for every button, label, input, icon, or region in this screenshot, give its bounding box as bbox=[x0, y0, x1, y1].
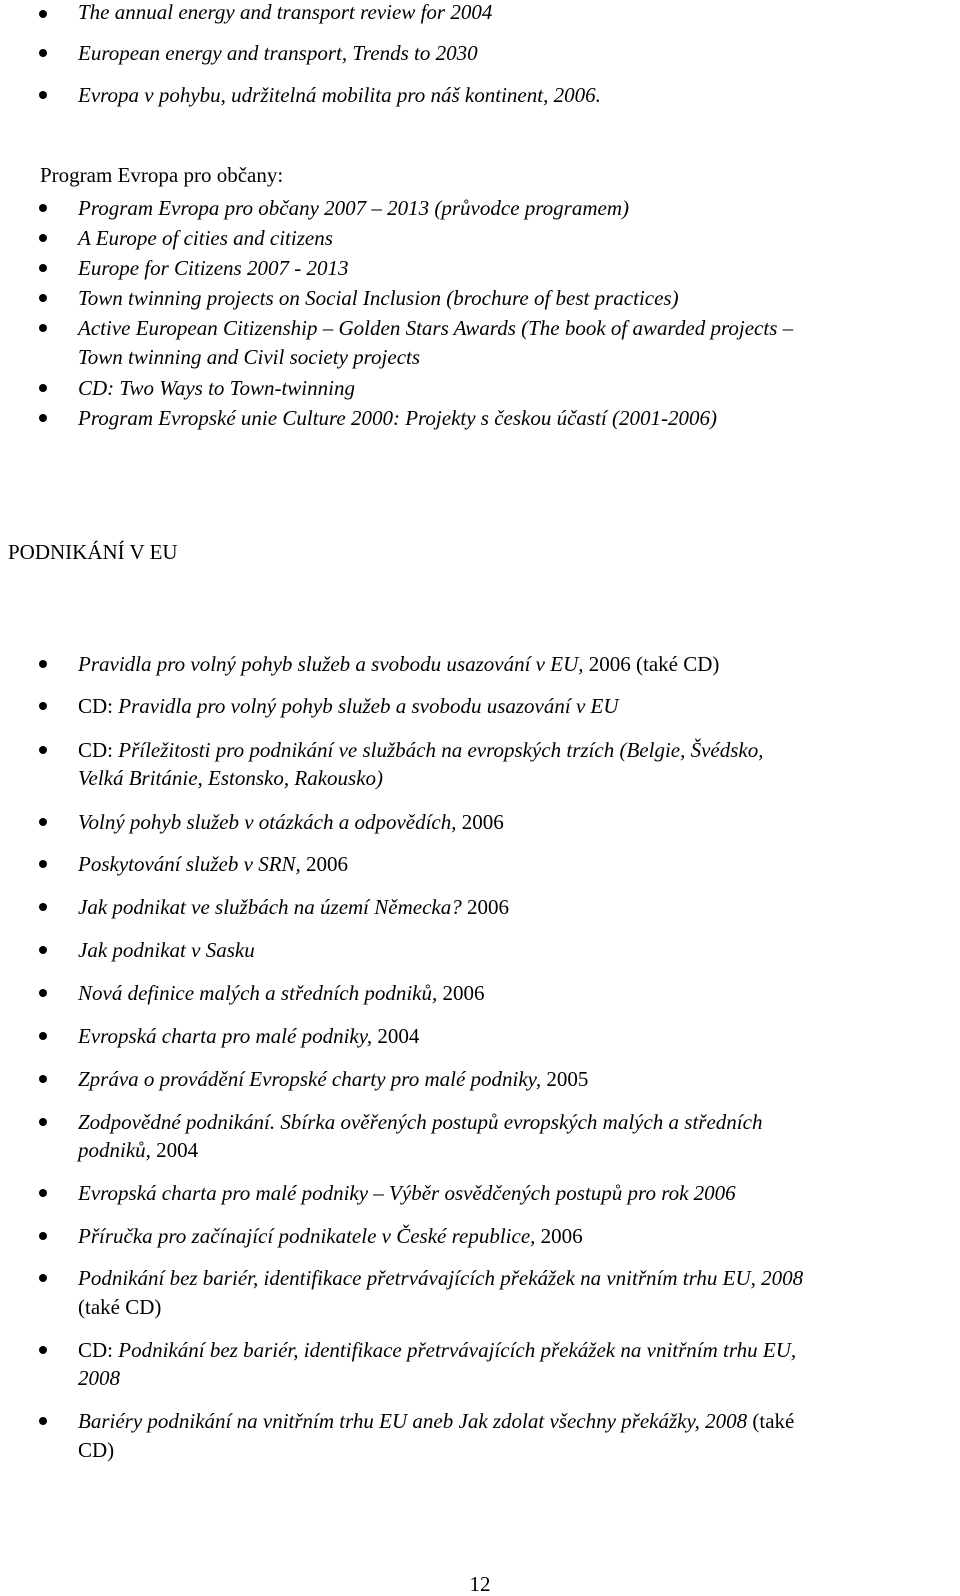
list-item: Town twinning projects on Social Inclusion (brochure of best practices) bbox=[78, 286, 679, 310]
list-item: Jak podnikat v Sasku bbox=[78, 938, 255, 962]
list-item: Nová definice malých a středních podniků, 2006 bbox=[78, 981, 485, 1005]
list-item: A Europe of cities and citizens bbox=[78, 226, 333, 250]
list-item-continuation: (také CD) bbox=[78, 1295, 162, 1319]
list-item: Volný pohyb služeb v otázkách a odpovědích, 2006 bbox=[78, 810, 504, 834]
bullet-icon bbox=[39, 1189, 47, 1197]
list-item: Podnikání bez bariér, identifikace přetrvávajících překážek na vnitřním trhu EU, 2008 bbox=[78, 1266, 804, 1290]
bullet-icon bbox=[39, 264, 47, 272]
bullet-icon bbox=[39, 989, 47, 997]
list-item-continuation: Velká Británie, Estonsko, Rakousko) bbox=[78, 766, 384, 790]
list-item: Jak podnikat ve službách na území Německa? 2006 bbox=[78, 895, 509, 919]
bullet-icon bbox=[39, 746, 47, 754]
bullet-icon bbox=[39, 660, 47, 668]
list-item-continuation: 2008 bbox=[78, 1366, 120, 1390]
list-item: European energy and transport, Trends to 2030 bbox=[78, 41, 478, 65]
list-item: Europe for Citizens 2007 - 2013 bbox=[78, 256, 349, 280]
list-item-continuation: Town twinning and Civil society projects bbox=[78, 345, 421, 369]
list-item: CD: Two Ways to Town-twinning bbox=[78, 376, 355, 400]
bullet-icon bbox=[39, 234, 47, 242]
bullet-icon bbox=[39, 1118, 47, 1126]
list-item: Evropská charta pro malé podniky, 2004 bbox=[78, 1024, 420, 1048]
list-item: Příručka pro začínající podnikatele v České republice, 2006 bbox=[78, 1224, 583, 1248]
bullet-icon bbox=[39, 1274, 47, 1282]
bullet-icon bbox=[39, 91, 47, 99]
section-title: PODNIKÁNÍ V EU bbox=[8, 540, 178, 564]
list-item: Bariéry podnikání na vnitřním trhu EU aneb Jak zdolat všechny překážky, 2008 (také bbox=[78, 1409, 795, 1433]
bullet-icon bbox=[39, 384, 47, 392]
list-item: CD: Podnikání bez bariér, identifikace přetrvávajících překážek na vnitřním trhu EU, bbox=[78, 1338, 797, 1362]
list-item: Pravidla pro volný pohyb služeb a svobodu usazování v EU, 2006 (také CD) bbox=[78, 652, 720, 676]
bullet-icon bbox=[39, 860, 47, 868]
list-item: Poskytování služeb v SRN, 2006 bbox=[78, 852, 349, 876]
bullet-icon bbox=[39, 1417, 47, 1425]
list-item-continuation: CD) bbox=[78, 1438, 115, 1462]
list-item: The annual energy and transport review for 2004 bbox=[78, 0, 493, 24]
program-heading: Program Evropa pro občany: bbox=[40, 163, 284, 187]
bullet-icon bbox=[39, 702, 47, 710]
bullet-icon bbox=[39, 414, 47, 422]
list-item: Evropa v pohybu, udržitelná mobilita pro náš kontinent, 2006. bbox=[78, 83, 601, 107]
list-item: Program Evropské unie Culture 2000: Projekty s českou účastí (2001-2006) bbox=[78, 406, 718, 430]
list-item: Program Evropa pro občany 2007 – 2013 (průvodce programem) bbox=[78, 196, 629, 220]
bullet-icon bbox=[39, 946, 47, 954]
bullet-icon bbox=[39, 818, 47, 826]
list-item: Zodpovědné podnikání. Sbírka ověřených postupů evropských malých a středních bbox=[78, 1110, 763, 1134]
bullet-icon bbox=[39, 1232, 47, 1240]
bullet-icon bbox=[39, 324, 47, 332]
bullet-icon bbox=[39, 1075, 47, 1083]
list-item: Evropská charta pro malé podniky – Výběr osvědčených postupů pro rok 2006 bbox=[78, 1181, 736, 1205]
list-item: CD: Příležitosti pro podnikání ve službách na evropských trzích (Belgie, Švédsko, bbox=[78, 738, 764, 762]
bullet-icon bbox=[39, 903, 47, 911]
list-item: CD: Pravidla pro volný pohyb služeb a svobodu usazování v EU bbox=[78, 694, 619, 718]
bullet-icon bbox=[39, 294, 47, 302]
bullet-icon bbox=[39, 204, 47, 212]
list-item-continuation: podniků, 2004 bbox=[78, 1138, 199, 1162]
list-item: Active European Citizenship – Golden Stars Awards (The book of awarded projects – bbox=[78, 316, 794, 340]
bullet-icon bbox=[39, 1032, 47, 1040]
list-item: Zpráva o provádění Evropské charty pro malé podniky, 2005 bbox=[78, 1067, 589, 1091]
bullet-icon bbox=[39, 49, 47, 57]
bullet-icon bbox=[39, 10, 47, 18]
page-number: 12 bbox=[469, 1572, 491, 1596]
bullet-icon bbox=[39, 1346, 47, 1354]
